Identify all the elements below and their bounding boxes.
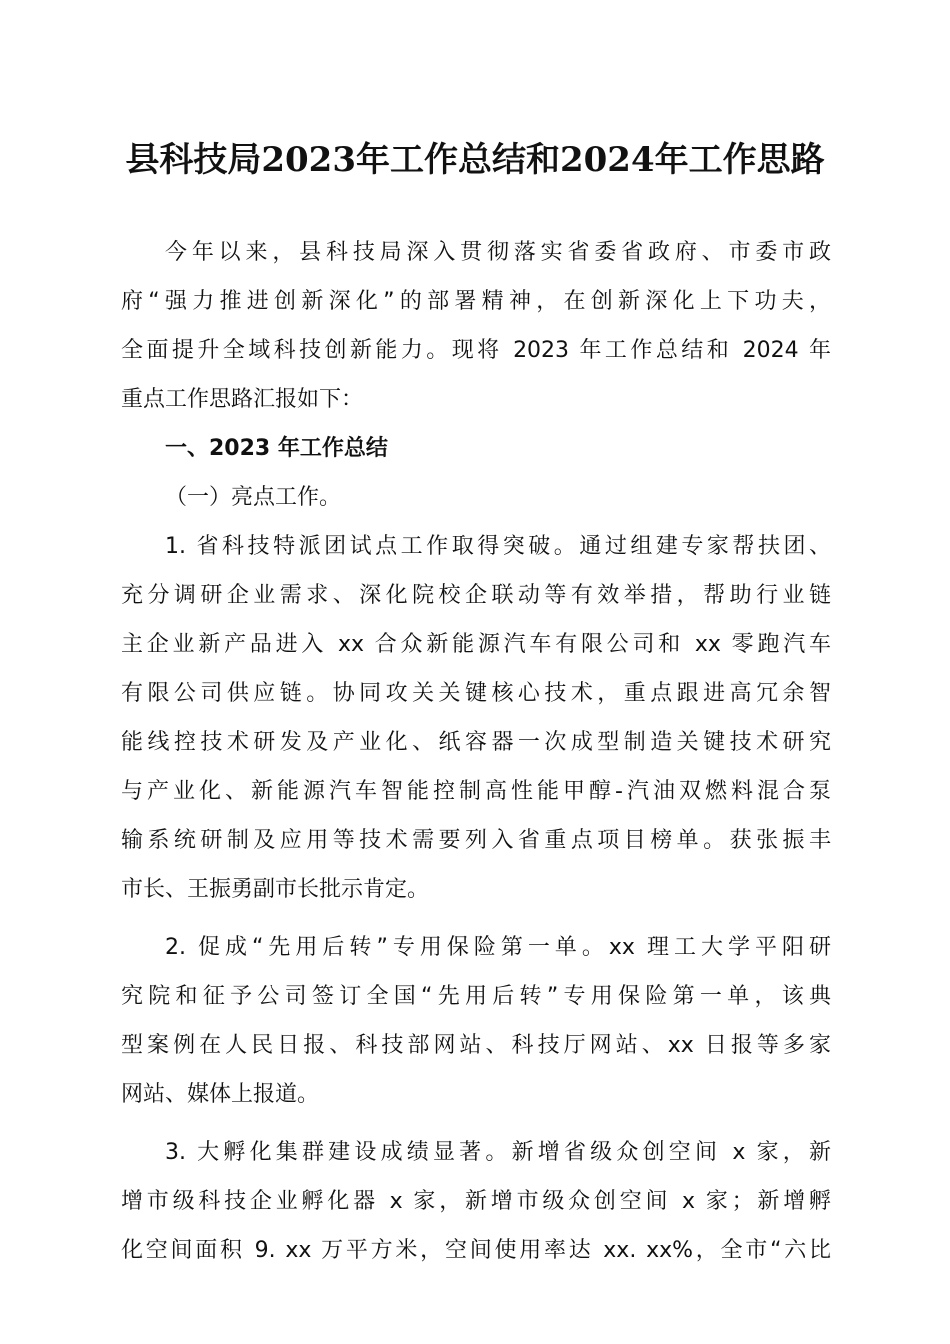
item-paragraph-2 xyxy=(121,923,831,1119)
text-line: 全面提升全域科技创新能力。现将 2023 年工作总结和 2024 年 xyxy=(121,338,831,363)
text-line: 有限公司供应链。协同攻关关键核心技术，重点跟进高冗余智 xyxy=(121,681,831,706)
text-line: 重点工作思路汇报如下： xyxy=(121,387,364,412)
text-line: 输系统研制及应用等技术需要列入省重点项目榜单。获张振丰 xyxy=(121,828,831,853)
document-body xyxy=(121,228,831,1275)
text-line: 增市级科技企业孵化器 x 家，新增市级众创空间 x 家；新增孵 xyxy=(121,1189,831,1214)
text-line: 充分调研企业需求、深化院校企联动等有效举措，帮助行业链 xyxy=(121,583,831,608)
text-line: 府“强力推进创新深化”的部署精神，在创新深化上下功夫， xyxy=(121,289,831,314)
section-heading: 一、2023 年工作总结 xyxy=(165,436,388,461)
paragraph-gap xyxy=(121,1119,831,1128)
text-line: 2. 促成“先用后转”专用保险第一单。xx 理工大学平阳研 xyxy=(165,935,831,960)
text-line: 化空间面积 9. xx 万平方米，空间使用率达 xx. xx%，全市“六比 xyxy=(121,1238,831,1263)
text-line: 网站、媒体上报道。 xyxy=(121,1082,320,1107)
text-line: 市长、王振勇副市长批示肯定。 xyxy=(121,877,430,902)
item-paragraph-3 xyxy=(121,1128,831,1275)
text-line: 3. 大孵化集群建设成绩显著。新增省级众创空间 x 家，新 xyxy=(165,1140,831,1165)
document-title: 县科技局2023年工作总结和2024年工作思路 xyxy=(125,140,825,180)
subsection-heading: （一）亮点工作。 xyxy=(165,485,342,510)
text-line: 究院和征予公司签订全国“先用后转”专用保险第一单，该典 xyxy=(121,984,831,1009)
text-line: 型案例在人民日报、科技部网站、科技厅网站、xx 日报等多家 xyxy=(121,1033,831,1058)
text-line: 今年以来，县科技局深入贯彻落实省委省政府、市委市政 xyxy=(165,240,831,265)
item-paragraph-1 xyxy=(121,522,831,914)
intro-paragraph xyxy=(121,228,831,424)
text-line: 1. 省科技特派团试点工作取得突破。通过组建专家帮扶团、 xyxy=(165,534,831,559)
paragraph-gap xyxy=(121,914,831,923)
text-line: 与产业化、新能源汽车智能控制高性能甲醇-汽油双燃料混合泵 xyxy=(121,779,831,804)
text-line: 主企业新产品进入 xx 合众新能源汽车有限公司和 xx 零跑汽车 xyxy=(121,632,831,657)
text-line: 能线控技术研发及产业化、纸容器一次成型制造关键技术研究 xyxy=(121,730,831,755)
